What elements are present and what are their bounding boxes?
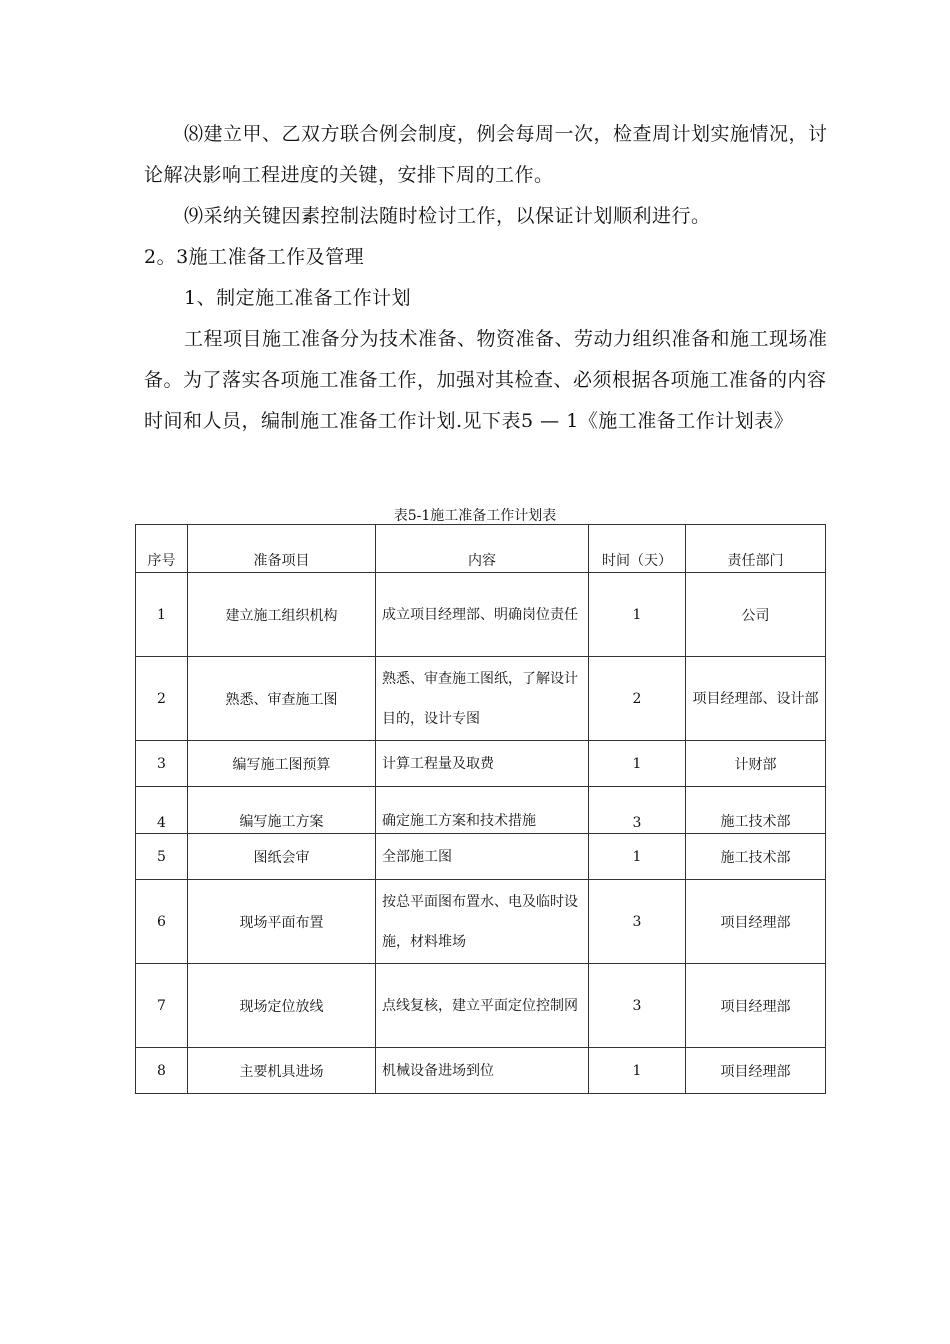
cell-content: 按总平面图布置水、电及临时设施，材料堆场	[376, 880, 589, 964]
cell-dept: 项目经理部	[686, 1048, 826, 1094]
header-no: 序号	[136, 525, 188, 573]
cell-dept: 项目经理部	[686, 964, 826, 1048]
cell-item: 现场定位放线	[188, 964, 376, 1048]
cell-item: 建立施工组织机构	[188, 573, 376, 657]
cell-days: 3	[589, 880, 686, 964]
cell-days: 3	[589, 964, 686, 1048]
cell-no: 6	[136, 880, 188, 964]
preparation-plan-table	[135, 524, 826, 1094]
cell-item: 图纸会审	[188, 834, 376, 880]
header-dept: 责任部门	[686, 525, 826, 573]
cell-item: 主要机具进场	[188, 1048, 376, 1094]
cell-no: 8	[136, 1048, 188, 1094]
cell-no: 2	[136, 657, 188, 741]
paragraph-key-factor-control: ⑼采纳关键因素控制法随时检讨工作，以保证计划顺利进行。	[184, 205, 711, 227]
header-content: 内容	[376, 525, 589, 573]
table-row	[136, 834, 826, 880]
paragraph-weekly-meeting: ⑻建立甲、乙双方联合例会制度，例会每周一次，检查周计划实施情况，讨论解决影响工程进度的关键，安排下周的工作。	[144, 123, 828, 186]
cell-content: 熟悉、审查施工图纸，了解设计目的，设计专图	[376, 657, 589, 741]
cell-no: 4	[136, 787, 188, 834]
cell-dept: 公司	[686, 573, 826, 657]
cell-days: 1	[589, 1048, 686, 1094]
cell-no: 5	[136, 834, 188, 880]
table-row	[136, 964, 826, 1048]
table-caption: 表5-1施工准备工作计划表	[393, 508, 557, 524]
cell-dept: 项目经理部	[686, 880, 826, 964]
cell-content: 成立项目经理部、明确岗位责任	[376, 573, 589, 657]
cell-dept: 施工技术部	[686, 834, 826, 880]
cell-item: 熟悉、审查施工图	[188, 657, 376, 741]
cell-dept: 计财部	[686, 741, 826, 787]
cell-item: 编写施工方案	[188, 787, 376, 834]
cell-content: 确定施工方案和技术措施	[376, 787, 589, 834]
table-row	[136, 787, 826, 834]
table-row	[136, 573, 826, 657]
cell-content: 点线复核，建立平面定位控制网	[376, 964, 589, 1048]
cell-no: 7	[136, 964, 188, 1048]
table-row	[136, 1048, 826, 1094]
cell-no: 1	[136, 573, 188, 657]
paragraph-preparation-intro: 工程项目施工准备分为技术准备、物资准备、劳动力组织准备和施工现场准备。为了落实各项施工准备工作，加强对其检查、必须根据各项施工准备的内容时间和人员，编制施工准备工作计划.见下表5 — 1《施工准备工作计划表》	[144, 328, 828, 432]
cell-days: 3	[589, 787, 686, 834]
cell-no: 3	[136, 741, 188, 787]
cell-content: 全部施工图	[376, 834, 589, 880]
subsection-heading: 1、制定施工准备工作计划	[184, 287, 412, 309]
cell-days: 1	[589, 834, 686, 880]
cell-item: 编写施工图预算	[188, 741, 376, 787]
header-days: 时间（天）	[589, 525, 686, 573]
cell-item: 现场平面布置	[188, 880, 376, 964]
table-row	[136, 657, 826, 741]
cell-content: 计算工程量及取费	[376, 741, 589, 787]
header-item: 准备项目	[188, 525, 376, 573]
section-heading: 2。3施工准备工作及管理	[144, 246, 365, 268]
cell-days: 1	[589, 741, 686, 787]
cell-dept: 施工技术部	[686, 787, 826, 834]
cell-content: 机械设备进场到位	[376, 1048, 589, 1094]
table-row	[136, 880, 826, 964]
table-row	[136, 741, 826, 787]
cell-dept: 项目经理部、设计部	[686, 657, 826, 741]
cell-days: 2	[589, 657, 686, 741]
cell-days: 1	[589, 573, 686, 657]
table-header-row	[136, 525, 826, 573]
